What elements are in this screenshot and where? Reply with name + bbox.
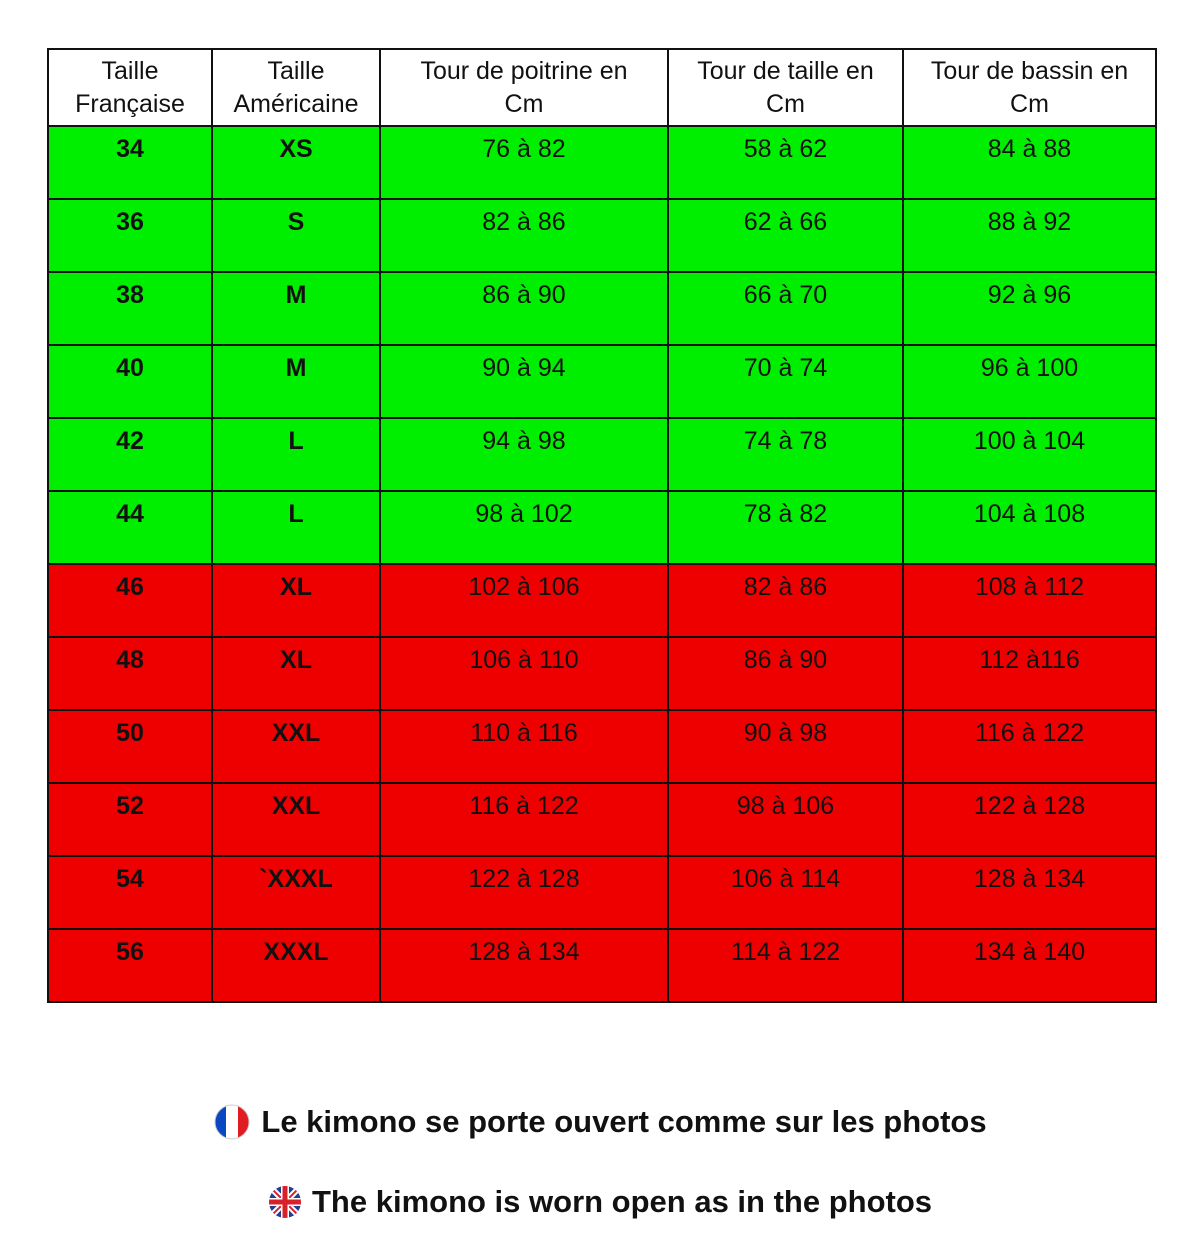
header-us-size-line1: Taille	[267, 56, 325, 85]
header-waist-line1: Tour de taille en	[697, 56, 874, 85]
table-row	[48, 929, 1156, 1002]
cell-hips: 128 à 134	[903, 856, 1156, 929]
cell-fr: 56	[48, 929, 212, 1002]
cell-fr: 50	[48, 710, 212, 783]
cell-waist: 114 à 122	[668, 929, 903, 1002]
cell-us: M	[212, 345, 380, 418]
cell-bust: 76 à 82	[380, 126, 668, 199]
cell-bust: 94 à 98	[380, 418, 668, 491]
table-row	[48, 783, 1156, 856]
note-english-text: The kimono is worn open as in the photos	[311, 1184, 933, 1219]
table-row	[48, 199, 1156, 272]
header-bust-line2: Cm	[504, 89, 544, 118]
cell-fr: 38	[48, 272, 212, 345]
france-flag-icon	[213, 1103, 251, 1141]
cell-bust: 102 à 106	[380, 564, 668, 637]
header-waist-line2: Cm	[766, 89, 805, 118]
cell-hips: 84 à 88	[903, 126, 1156, 199]
cell-waist: 66 à 70	[668, 272, 903, 345]
table-row	[48, 345, 1156, 418]
header-us-size-line2: Américaine	[233, 89, 359, 118]
table-row	[48, 710, 1156, 783]
table-row	[48, 491, 1156, 564]
cell-bust: 128 à 134	[380, 929, 668, 1002]
cell-fr: 40	[48, 345, 212, 418]
cell-us: XXL	[212, 783, 380, 856]
header-french-size	[48, 49, 212, 126]
table-row	[48, 564, 1156, 637]
uk-flag-icon	[268, 1185, 302, 1219]
header-french-size-line2: Française	[75, 89, 185, 118]
cell-fr: 52	[48, 783, 212, 856]
cell-hips: 122 à 128	[903, 783, 1156, 856]
cell-us: `XXXL	[212, 856, 380, 929]
table-row	[48, 272, 1156, 345]
cell-bust: 116 à 122	[380, 783, 668, 856]
table-row	[48, 637, 1156, 710]
cell-us: XL	[212, 637, 380, 710]
cell-us: XS	[212, 126, 380, 199]
cell-us: L	[212, 418, 380, 491]
cell-waist: 78 à 82	[668, 491, 903, 564]
cell-hips: 96 à 100	[903, 345, 1156, 418]
cell-bust: 110 à 116	[380, 710, 668, 783]
header-us-size	[212, 49, 380, 126]
cell-fr: 36	[48, 199, 212, 272]
header-waist	[668, 49, 903, 126]
cell-fr: 46	[48, 564, 212, 637]
cell-bust: 86 à 90	[380, 272, 668, 345]
cell-waist: 106 à 114	[668, 856, 903, 929]
cell-hips: 116 à 122	[903, 710, 1156, 783]
size-chart-table	[47, 48, 1157, 1003]
note-french	[0, 1098, 1200, 1146]
cell-hips: 134 à 140	[903, 929, 1156, 1002]
cell-bust: 122 à 128	[380, 856, 668, 929]
cell-hips: 88 à 92	[903, 199, 1156, 272]
cell-us: XL	[212, 564, 380, 637]
table-row	[48, 126, 1156, 199]
cell-waist: 90 à 98	[668, 710, 903, 783]
cell-waist: 58 à 62	[668, 126, 903, 199]
cell-bust: 106 à 110	[380, 637, 668, 710]
cell-fr: 34	[48, 126, 212, 199]
cell-us: M	[212, 272, 380, 345]
cell-hips: 104 à 108	[903, 491, 1156, 564]
cell-waist: 62 à 66	[668, 199, 903, 272]
header-bust	[380, 49, 668, 126]
table-row	[48, 418, 1156, 491]
header-bust-line1: Tour de poitrine en	[420, 56, 628, 85]
cell-bust: 82 à 86	[380, 199, 668, 272]
cell-hips: 108 à 112	[903, 564, 1156, 637]
cell-fr: 44	[48, 491, 212, 564]
table-header-row	[48, 49, 1156, 126]
cell-us: L	[212, 491, 380, 564]
cell-us: S	[212, 199, 380, 272]
cell-waist: 98 à 106	[668, 783, 903, 856]
header-hips-line1: Tour de bassin en	[930, 56, 1129, 85]
cell-fr: 48	[48, 637, 212, 710]
cell-waist: 86 à 90	[668, 637, 903, 710]
cell-fr: 54	[48, 856, 212, 929]
cell-us: XXL	[212, 710, 380, 783]
table-row	[48, 856, 1156, 929]
cell-hips: 112 à116	[903, 637, 1156, 710]
cell-hips: 100 à 104	[903, 418, 1156, 491]
table-body	[48, 126, 1156, 1002]
cell-waist: 74 à 78	[668, 418, 903, 491]
cell-bust: 90 à 94	[380, 345, 668, 418]
cell-waist: 70 à 74	[668, 345, 903, 418]
cell-us: XXXL	[212, 929, 380, 1002]
header-french-size-line1: Taille	[101, 56, 159, 85]
cell-bust: 98 à 102	[380, 491, 668, 564]
cell-hips: 92 à 96	[903, 272, 1156, 345]
header-hips	[903, 49, 1156, 126]
cell-waist: 82 à 86	[668, 564, 903, 637]
header-hips-line2: Cm	[1010, 89, 1049, 118]
note-english	[0, 1178, 1200, 1226]
cell-fr: 42	[48, 418, 212, 491]
note-french-text: Le kimono se porte ouvert comme sur les photos	[261, 1104, 987, 1139]
